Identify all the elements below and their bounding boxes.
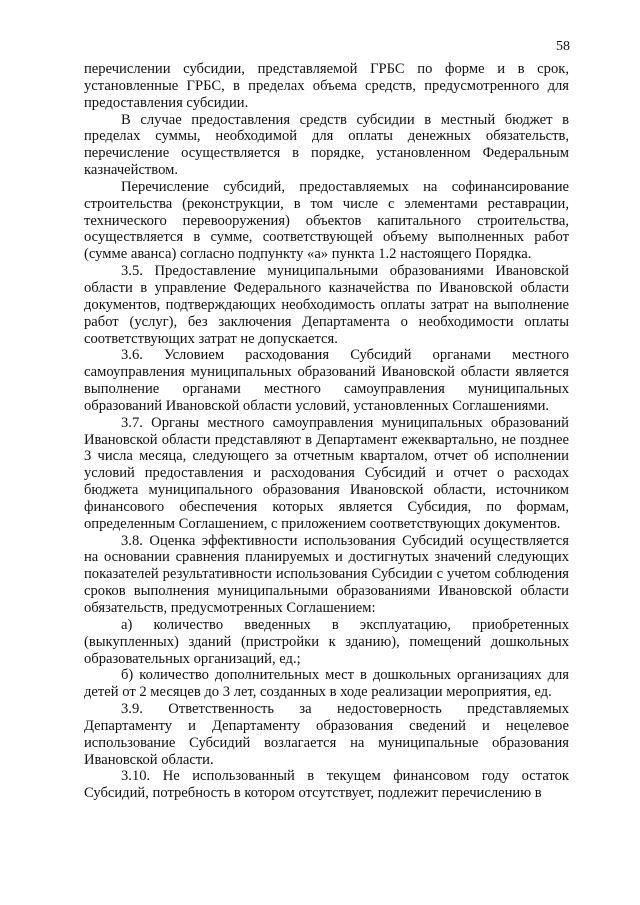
paragraph-3-6: 3.6. Условием расходования Субсидий органами местного самоуправления муниципальных образований Ивановской области является выполнение органами местного самоуправления муниципальных образований Ивановской области условий, установленных Соглашениями. bbox=[84, 347, 569, 414]
page-number: 58 bbox=[556, 39, 570, 54]
paragraph-3-5: 3.5. Предоставление муниципальными образованиями Ивановской области в управление Федерального казначейства по Ивановской области документов, подтверждающих необходимость оплаты затрат на выполнение работ (услуг), без заключения Департамента о необходимости оплаты соответствующих затрат не допускается. bbox=[84, 263, 569, 347]
document-body bbox=[84, 61, 569, 802]
paragraph-3-8-b: б) количество дополнительных мест в дошкольных организациях для детей от 2 месяцев до 3 лет, созданных в ходе реализации мероприятия, ед. bbox=[84, 667, 569, 701]
paragraph-local-budget: В случае предоставления средств субсидии в местный бюджет в пределах суммы, необходимой для оплаты денежных обязательств, перечисление осуществляется в порядке, установленном Федеральным казначейством. bbox=[84, 111, 569, 179]
paragraph-3-7: 3.7. Органы местного самоуправления муниципальных образований Ивановской области представляют в Департамент ежеквартально, не позднее 3 числа месяца, следующего за отчетным кварталом, отчет об исполнении условий предоставления и расходования Субсидий и отчет о расходах бюджета муниципального образования Ивановской области, источником финансового обеспечения которых является Субсидия, по формам, определенным Соглашением, с приложением соответствующих документов. bbox=[84, 414, 569, 532]
paragraph-3-9: 3.9. Ответственность за недостоверность представляемых Департаменту и Департаменту образования сведений и нецелевое использование Субсидий возлагается на муниципальные образования Ивановской области. bbox=[84, 701, 569, 768]
paragraph-cofinancing: Перечисление субсидий, предоставляемых на софинансирование строительства (реконструкции, в том числе с элементами реставрации, технического перевооружения) объектов капитального строительства, осуществляется в сумме, соответствующей объему выполненных работ (сумме аванса) согласно подпункту «а» пункта 1.2 настоящего Порядка. bbox=[84, 178, 569, 263]
paragraph-3-8: 3.8. Оценка эффективности использования Субсидий осуществляется на основании сравнения планируемых и достигнутых значений следующих показателей результативности использования Субсидии с учетом соблюдения сроков выполнения муниципальными образованиями Ивановской области обязательств, предусмотренных Соглашением: bbox=[84, 532, 569, 616]
paragraph-3-8-a: а) количество введенных в эксплуатацию, приобретенных (выкупленных) зданий (пристройки к зданию), помещений дошкольных образовательных организаций, ед.; bbox=[84, 616, 569, 667]
paragraph-continuation: перечислении субсидии, представляемой ГРБС по форме и в срок, установленные ГРБС, в пределах объема средств, предусмотренного для предоставления субсидии. bbox=[84, 61, 569, 111]
paragraph-3-10: 3.10. Не использованный в текущем финансовом году остаток Субсидий, потребность в котором отсутствует, подлежит перечислению в bbox=[84, 768, 569, 802]
